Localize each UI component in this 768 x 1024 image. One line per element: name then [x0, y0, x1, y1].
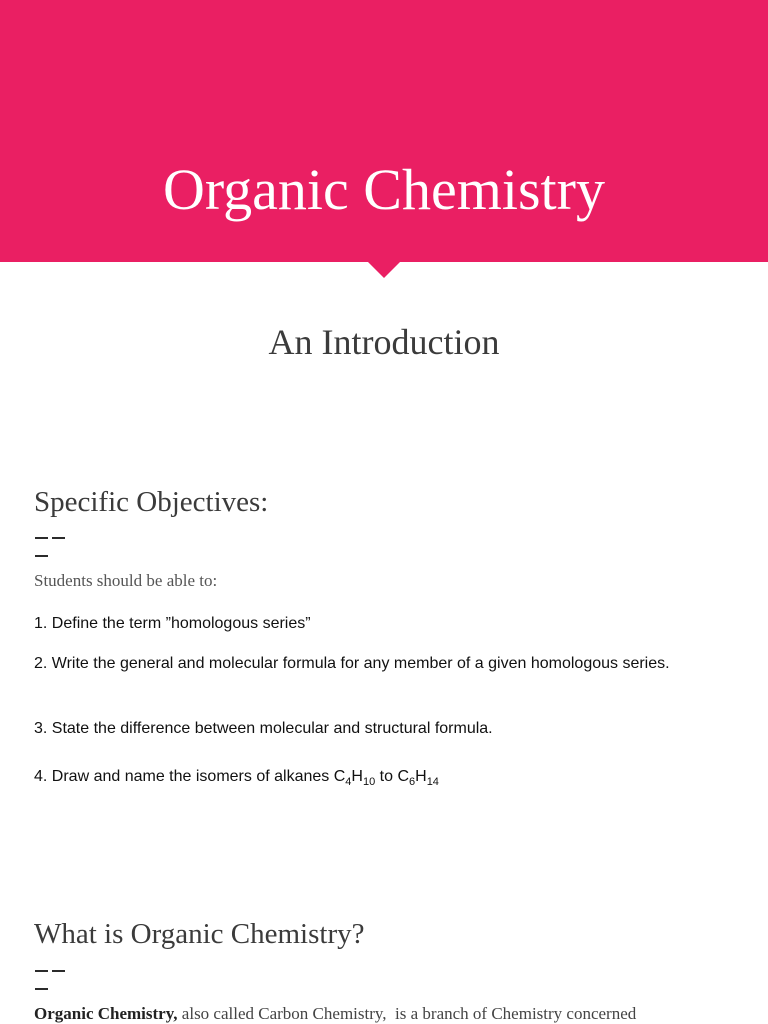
- objective-item-4: [34, 764, 724, 790]
- objective-item-2: 2. Write the general and molecular formula for any member of a given homologous series.: [34, 655, 670, 672]
- objectives-heading: Specific Objectives:: [34, 486, 269, 518]
- formula-c6h14: $C_6H_{14}$: [397, 768, 439, 788]
- definition-term: Organic Chemistry,: [34, 1004, 178, 1023]
- objectives-divider: [35, 537, 85, 545]
- document-subtitle: An Introduction: [268, 322, 500, 362]
- definition-paragraph: [34, 1000, 744, 1024]
- formula-joiner: to: [375, 768, 398, 785]
- objective-item-3: 3. State the difference between molecular and structural formula.: [34, 720, 493, 737]
- banner-notch: [368, 262, 400, 278]
- formula-c4h10: $C_4H_{10}$: [333, 768, 376, 788]
- objective-item-1: 1. Define the term ”homologous series”: [34, 615, 311, 632]
- definition-divider: [35, 970, 85, 978]
- document-title: Organic Chemistry: [163, 157, 605, 222]
- title-banner: [0, 0, 768, 262]
- objective-item-4-prefix: 4. Draw and name the isomers of alkanes: [34, 768, 334, 785]
- definition-heading: What is Organic Chemistry?: [34, 918, 365, 950]
- objectives-intro: Students should be able to:: [34, 571, 218, 590]
- definition-text: also called Carbon Chemistry, is a branch of Chemistry concerned: [177, 1004, 637, 1023]
